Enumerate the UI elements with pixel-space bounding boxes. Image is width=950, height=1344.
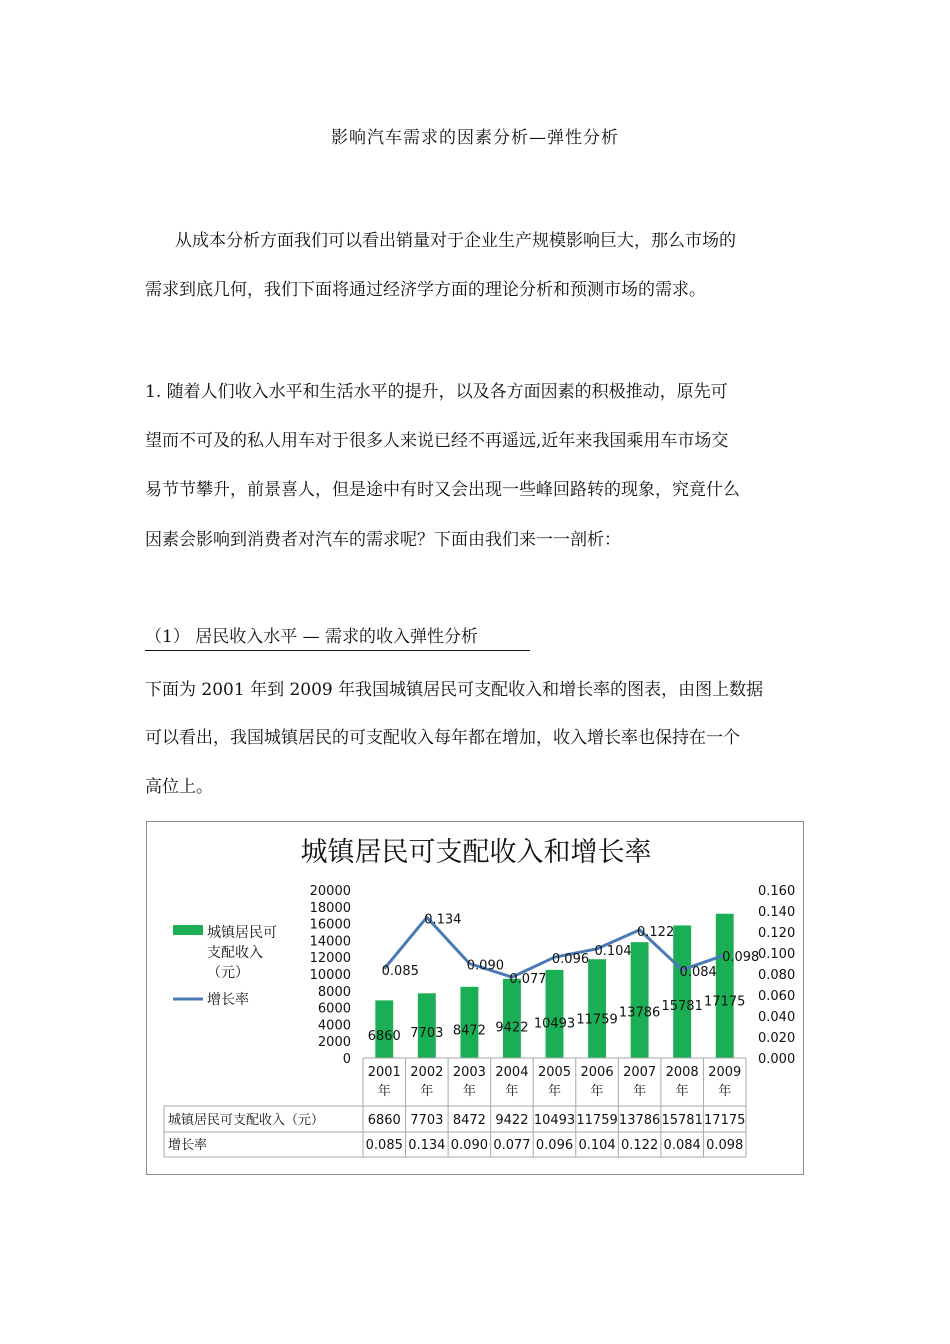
x-tick-label-suffix: 年 <box>547 1084 562 1099</box>
line-data-label: 0.084 <box>679 964 717 980</box>
chart-container <box>146 821 804 1175</box>
table-cell: 0.098 <box>706 1138 744 1153</box>
legend-swatch-bar <box>173 925 203 935</box>
x-tick-label: 2008 <box>665 1065 699 1080</box>
line-data-label: 0.096 <box>551 952 590 968</box>
legend-label-bar-line: 支配收入 <box>207 945 263 961</box>
point1-line-1: 1. 随着人们收入水平和生活水平的提升，以及各方面因素的积极推动，原先可 <box>145 382 728 402</box>
y-right-tick-label: 0.100 <box>758 947 796 962</box>
table-cell: 10493 <box>533 1113 576 1128</box>
legend-label-bar <box>207 924 277 981</box>
table-cell: 11759 <box>576 1113 618 1128</box>
section-heading: （1） 居民收入水平 — 需求的收入弹性分析 <box>145 622 530 651</box>
x-tick-label-suffix: 年 <box>505 1084 519 1099</box>
bar <box>546 970 564 1058</box>
legend-label-bar-line: 城镇居民可 <box>207 925 277 941</box>
y-left-tick-label: 14000 <box>309 934 351 950</box>
y-right-tick-label: 0.040 <box>758 1010 796 1025</box>
table-cell: 13786 <box>618 1113 661 1128</box>
intro-line-1: 从成本分析方面我们可以看出销量对于企业生产规模影响巨大，那么市场的 <box>175 231 736 251</box>
point1-line-3: 易节节攀升，前景喜人，但是途中有时又会出现一些峰回路转的现象，究竟什么 <box>145 480 740 500</box>
y-left-tick-label: 6000 <box>317 1001 351 1017</box>
bar-data-label: 6860 <box>367 1028 401 1044</box>
table-cell: 9422 <box>495 1113 529 1128</box>
bar-data-label: 8472 <box>452 1023 486 1039</box>
x-tick-label-suffix: 年 <box>718 1084 732 1099</box>
x-tick-label-suffix: 年 <box>420 1084 434 1099</box>
y-right-tick-label: 0.140 <box>758 905 796 920</box>
y-left-tick-label: 8000 <box>317 984 351 1000</box>
table-row-label: 城镇居民可支配收入（元） <box>168 1113 325 1128</box>
table-cell: 0.084 <box>663 1138 701 1153</box>
line-data-label: 0.090 <box>466 958 504 974</box>
table-cell: 0.096 <box>535 1138 574 1153</box>
line-data-label: 0.098 <box>722 950 760 966</box>
y-left-tick-label: 20000 <box>309 884 351 899</box>
bar <box>631 942 649 1058</box>
x-tick-label: 2006 <box>580 1065 614 1080</box>
y-right-tick-label: 0.160 <box>758 884 796 899</box>
x-tick-label-suffix: 年 <box>377 1084 391 1099</box>
x-tick-label-suffix: 年 <box>675 1084 689 1099</box>
bar-data-label: 15781 <box>661 998 703 1014</box>
x-tick-label: 2003 <box>452 1065 486 1080</box>
line-data-label: 0.085 <box>381 963 419 979</box>
table-cell: 0.085 <box>365 1138 403 1153</box>
x-tick-label-suffix: 年 <box>590 1084 604 1099</box>
bar-data-label: 10493 <box>533 1016 576 1032</box>
y-left-tick-label: 2000 <box>317 1035 351 1051</box>
line-data-label: 0.104 <box>594 943 632 959</box>
bar-data-label: 9422 <box>495 1020 529 1036</box>
y-right-tick-label: 0.120 <box>758 926 796 941</box>
table-cell: 0.077 <box>493 1138 531 1153</box>
table-row-label: 增长率 <box>168 1138 208 1153</box>
y-right-tick-label: 0.020 <box>758 1031 796 1046</box>
bar <box>460 987 478 1058</box>
table-cell: 0.104 <box>578 1138 616 1153</box>
x-tick-label: 2009 <box>708 1065 742 1080</box>
desc-line-1: 下面为 2001 年到 2009 年我国城镇居民可支配收入和增长率的图表，由图上数据 <box>145 680 764 700</box>
bar-data-label: 13786 <box>618 1005 661 1021</box>
page-title: 影响汽车需求的因素分析—弹性分析 <box>331 128 619 148</box>
table-cell: 17175 <box>704 1113 746 1128</box>
table-cell: 8472 <box>452 1113 486 1128</box>
chart-title: 城镇居民可支配收入和增长率 <box>300 837 652 868</box>
table-cell: 0.122 <box>621 1138 659 1153</box>
legend-label-bar-line: （元） <box>207 965 249 981</box>
bar <box>503 979 521 1058</box>
table-cell: 0.134 <box>408 1138 446 1153</box>
line-data-label: 0.122 <box>637 924 675 940</box>
x-tick-label: 2007 <box>623 1065 657 1080</box>
table-cell: 0.090 <box>450 1138 488 1153</box>
y-right-tick-label: 0.080 <box>758 968 796 983</box>
line-data-label: 0.077 <box>509 972 547 988</box>
legend-label-line: 增长率 <box>207 992 249 1008</box>
x-tick-label: 2005 <box>537 1065 572 1080</box>
bar-data-label: 17175 <box>704 994 746 1010</box>
table-cell: 6860 <box>367 1113 401 1128</box>
x-tick-label: 2004 <box>495 1065 529 1080</box>
bar <box>716 914 734 1058</box>
line-data-label: 0.134 <box>424 912 462 928</box>
point1-line-2: 望而不可及的私人用车对于很多人来说已经不再遥远,近年来我国乘用车市场交 <box>145 431 729 451</box>
chart-svg <box>147 822 803 1174</box>
intro-line-2: 需求到底几何，我们下面将通过经济学方面的理论分析和预测市场的需求。 <box>145 280 706 300</box>
point1-line-4: 因素会影响到消费者对汽车的需求呢？下面由我们来一一剖析： <box>145 530 621 550</box>
x-tick-label-suffix: 年 <box>462 1084 476 1099</box>
y-left-tick-label: 18000 <box>309 900 351 916</box>
y-left-tick-label: 12000 <box>309 951 351 967</box>
bar-data-label: 11759 <box>576 1012 618 1028</box>
y-left-tick-label: 10000 <box>309 968 351 983</box>
desc-line-2: 可以看出，我国城镇居民的可支配收入每年都在增加，收入增长率也保持在一个 <box>145 728 740 748</box>
bar <box>588 959 606 1058</box>
x-tick-label: 2002 <box>410 1065 444 1080</box>
table-cell: 15781 <box>661 1113 703 1128</box>
x-tick-label: 2001 <box>367 1065 401 1080</box>
x-tick-label-suffix: 年 <box>633 1084 647 1099</box>
y-left-tick-label: 0 <box>342 1052 351 1067</box>
bar-data-label: 7703 <box>410 1026 444 1042</box>
y-right-tick-label: 0.000 <box>758 1052 796 1067</box>
y-left-tick-label: 16000 <box>309 917 351 933</box>
y-left-tick-label: 4000 <box>317 1018 351 1034</box>
desc-line-3: 高位上。 <box>145 777 213 797</box>
table-cell: 7703 <box>410 1113 444 1128</box>
bar <box>673 925 691 1058</box>
y-right-tick-label: 0.060 <box>758 989 796 1004</box>
